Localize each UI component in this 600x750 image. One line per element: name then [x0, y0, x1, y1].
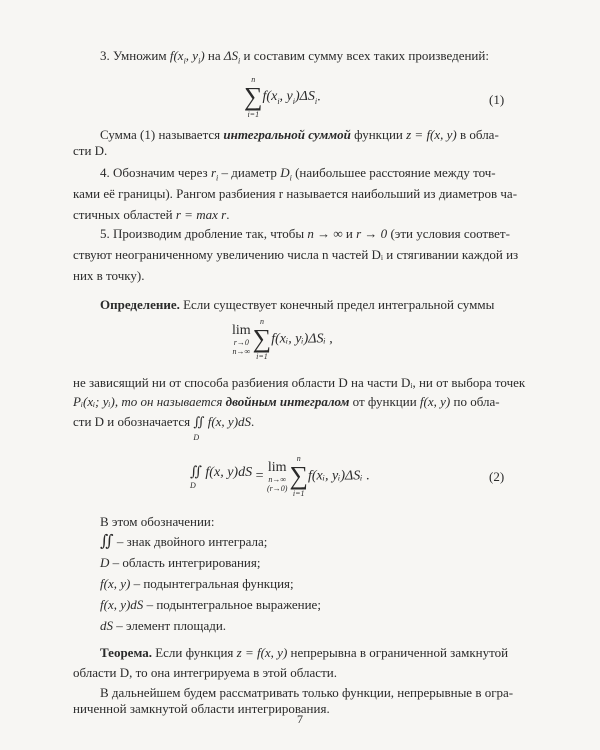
equation-1-number: (1) — [489, 92, 505, 107]
notation-item-integrand: f(x, y) – подынтегральная функция; — [100, 576, 294, 591]
sum-definition-line-1: Сумма (1) называется интегральной суммой функции z = f(x, y) в обла- — [100, 127, 499, 142]
sum-definition-line-2: сти D. — [73, 143, 108, 158]
closing-line-1: В дальнейшем будем рассматривать только функции, непрерывные в огра- — [100, 685, 514, 700]
limit-equation: lim r→0 n→∞ n ∑ i=1 f(xᵢ, yᵢ)ΔSᵢ , — [232, 317, 333, 361]
theorem-line-1: Теорема. Если функция z = f(x, y) непрерывна в ограниченной замкнутой — [100, 645, 509, 660]
item-5-line-3: них в точку). — [73, 268, 145, 283]
page-number: 7 — [297, 712, 303, 726]
equation-1: n ∑ i=1 $f(x_i$, $y_i)\Delta S_i$. — [244, 75, 321, 119]
item-4-line-1: 4. Обозначим через $r_i$ – диаметр $D_i$ (наибольшее расстояние между точ- — [100, 165, 496, 183]
after-definition-line-1: не зависящий ни от способа разбиения области D на части Dᵢ, ни от выбора точек — [73, 375, 526, 390]
item-4-line-2: ками её границы). Рангом разбиения r называется наибольший из диаметров ча- — [73, 186, 518, 201]
after-definition-line-3: сти D и обозначается ∬ f(x, y)dS D . — [73, 414, 255, 442]
item-5-line-2: ствуют неограниченному увеличению числа n частей Dᵢ и стягивании каждой из — [73, 247, 519, 262]
notation-item-integral: ∬ – знак двойного интеграла; — [100, 533, 268, 550]
notation-heading: В этом обозначении: — [100, 514, 215, 529]
notation-item-expression: f(x, y)dS – подынтегральное выражение; — [100, 597, 321, 612]
after-definition-line-2: Pᵢ(xᵢ; yᵢ), то он называется двойным интегралом от функции f(x, y) по обла- — [73, 394, 500, 409]
item-5-line-1: 5. Производим дробление так, чтобы n → ∞ и r → 0 (эти условия соответ- — [100, 226, 510, 241]
theorem-line-2: области D, то она интегрируема в этой области. — [73, 665, 337, 680]
definition-line: Определение. Если существует конечный предел интегральной суммы — [100, 297, 495, 312]
item-3-line: 3. Умножим $f(x_i$, $y_i$) на $\Delta S_i$ и составим сумму всех таких произведений: — [100, 48, 489, 66]
notation-item-area: dS – элемент площади. — [100, 618, 227, 633]
closing-line-2: ниченной замкнутой области интегрирования. — [73, 701, 330, 716]
equation-2-number: (2) — [489, 469, 505, 484]
notation-item-domain: D – область интегрирования; — [100, 555, 261, 570]
equation-2: ∬ f(x, y)dS D = lim n→∞ (r→0) n ∑ i=1 f(xᵢ, yᵢ)ΔSᵢ . — [190, 454, 370, 498]
item-4-line-3: стичных областей r = max r. — [73, 207, 230, 222]
